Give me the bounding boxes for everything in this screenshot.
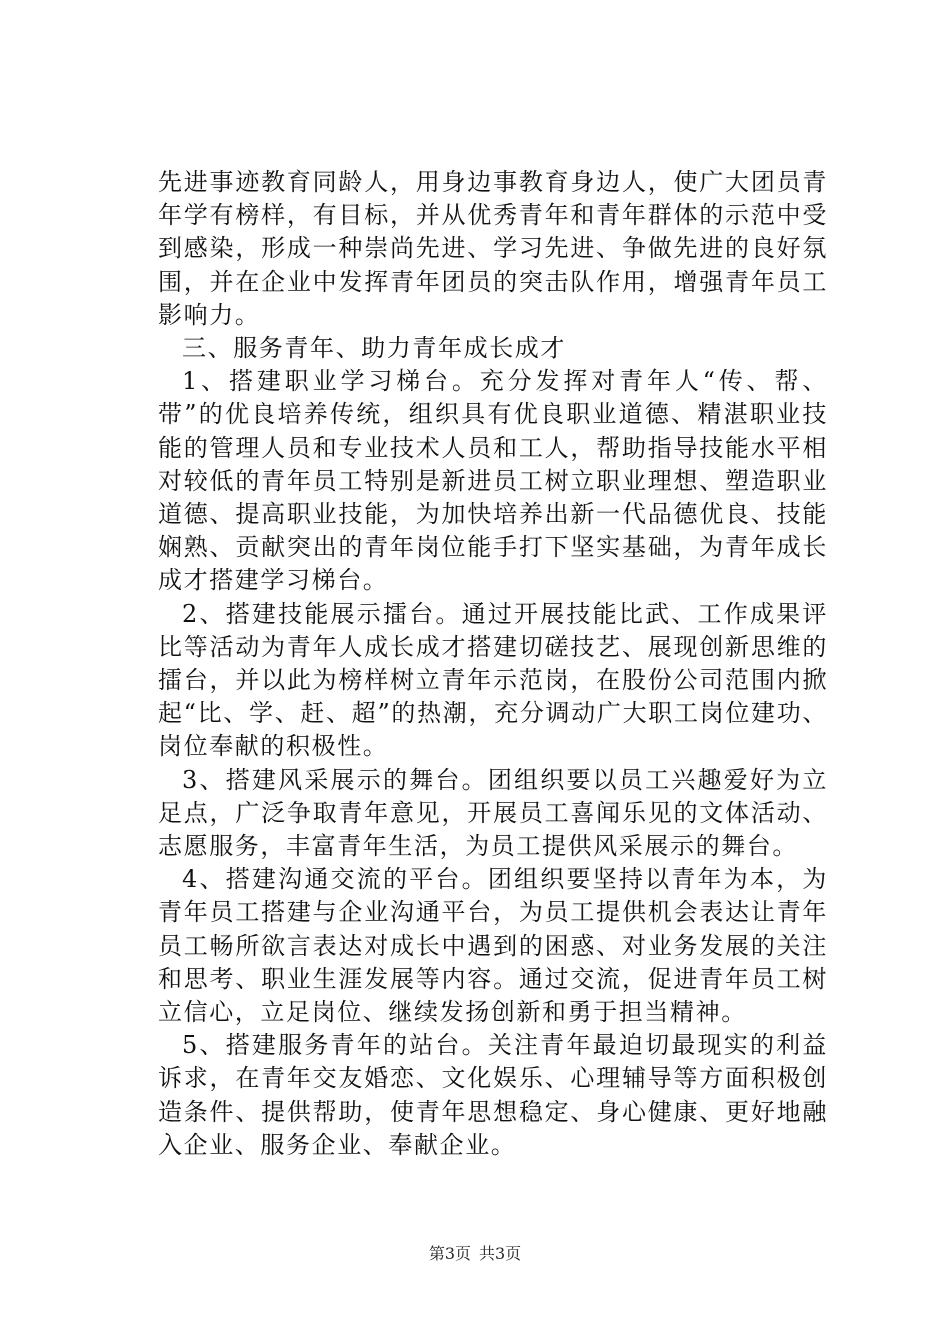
paragraph-item-2: 2、搭建技能展示擂台。通过开展技能比武、工作成果评比等活动为青年人成长成才搭建切磋技艺、展现创新思维的擂台，并以此为榜样树立青年示范岗，在股份公司范围内掀起“比、学、赶、超”的热潮，充分调动广大职工岗位建功、岗位奉献的积极性。 <box>158 599 828 761</box>
page-number: 第3页 <box>428 1244 471 1263</box>
page-total: 共3页 <box>479 1244 522 1263</box>
paragraph-item-5: 5、搭建服务青年的站台。关注青年最迫切最现实的利益诉求，在青年交友婚恋、文化娱乐、心理辅导等方面积极创造条件、提供帮助，使青年思想稳定、身心健康、更好地融入企业、服务企业、奉献企业。 <box>158 1031 828 1159</box>
page-footer <box>0 1244 950 1264</box>
section-heading: 三、服务青年、助力青年成长成才 <box>182 334 566 363</box>
paragraph-item-3: 3、搭建风采展示的舞台。团组织要以员工兴趣爱好为立足点，广泛争取青年意见，开展员工喜闻乐见的文体活动、志愿服务，丰富青年生活，为员工提供风采展示的舞台。 <box>158 765 828 861</box>
paragraph-item-1: 1、搭建职业学习梯台。充分发挥对青年人“传、帮、带”的优良培养传统，组织具有优良职业道德、精湛职业技能的管理人员和专业技术人员和工人，帮助指导技能水平相对较低的青年员工特别是新进员工树立职业理想、塑造职业道德、提高职业技能，为加快培养出新一代品德优良、技能娴熟、贡献突出的青年岗位能手打下坚实基础，为青年成长成才搭建学习梯台。 <box>158 367 828 595</box>
document-body <box>158 166 828 1162</box>
paragraph-item-4: 4、搭建沟通交流的平台。团组织要坚持以青年为本，为青年员工搭建与企业沟通平台，为员工提供机会表达让青年员工畅所欲言表达对成长中遇到的困惑、对业务发展的关注和思考、职业生涯发展等内容。通过交流，促进青年员工树立信心，立足岗位、继续发扬创新和勇于担当精神。 <box>158 865 828 1027</box>
paragraph-continuation: 先进事迹教育同龄人，用身边事教育身边人，使广大团员青年学有榜样，有目标，并从优秀青年和青年群体的示范中受到感染，形成一种崇尚先进、学习先进、争做先进的良好氛围，并在企业中发挥青年团员的突击队作用，增强青年员工影响力。 <box>158 168 828 329</box>
